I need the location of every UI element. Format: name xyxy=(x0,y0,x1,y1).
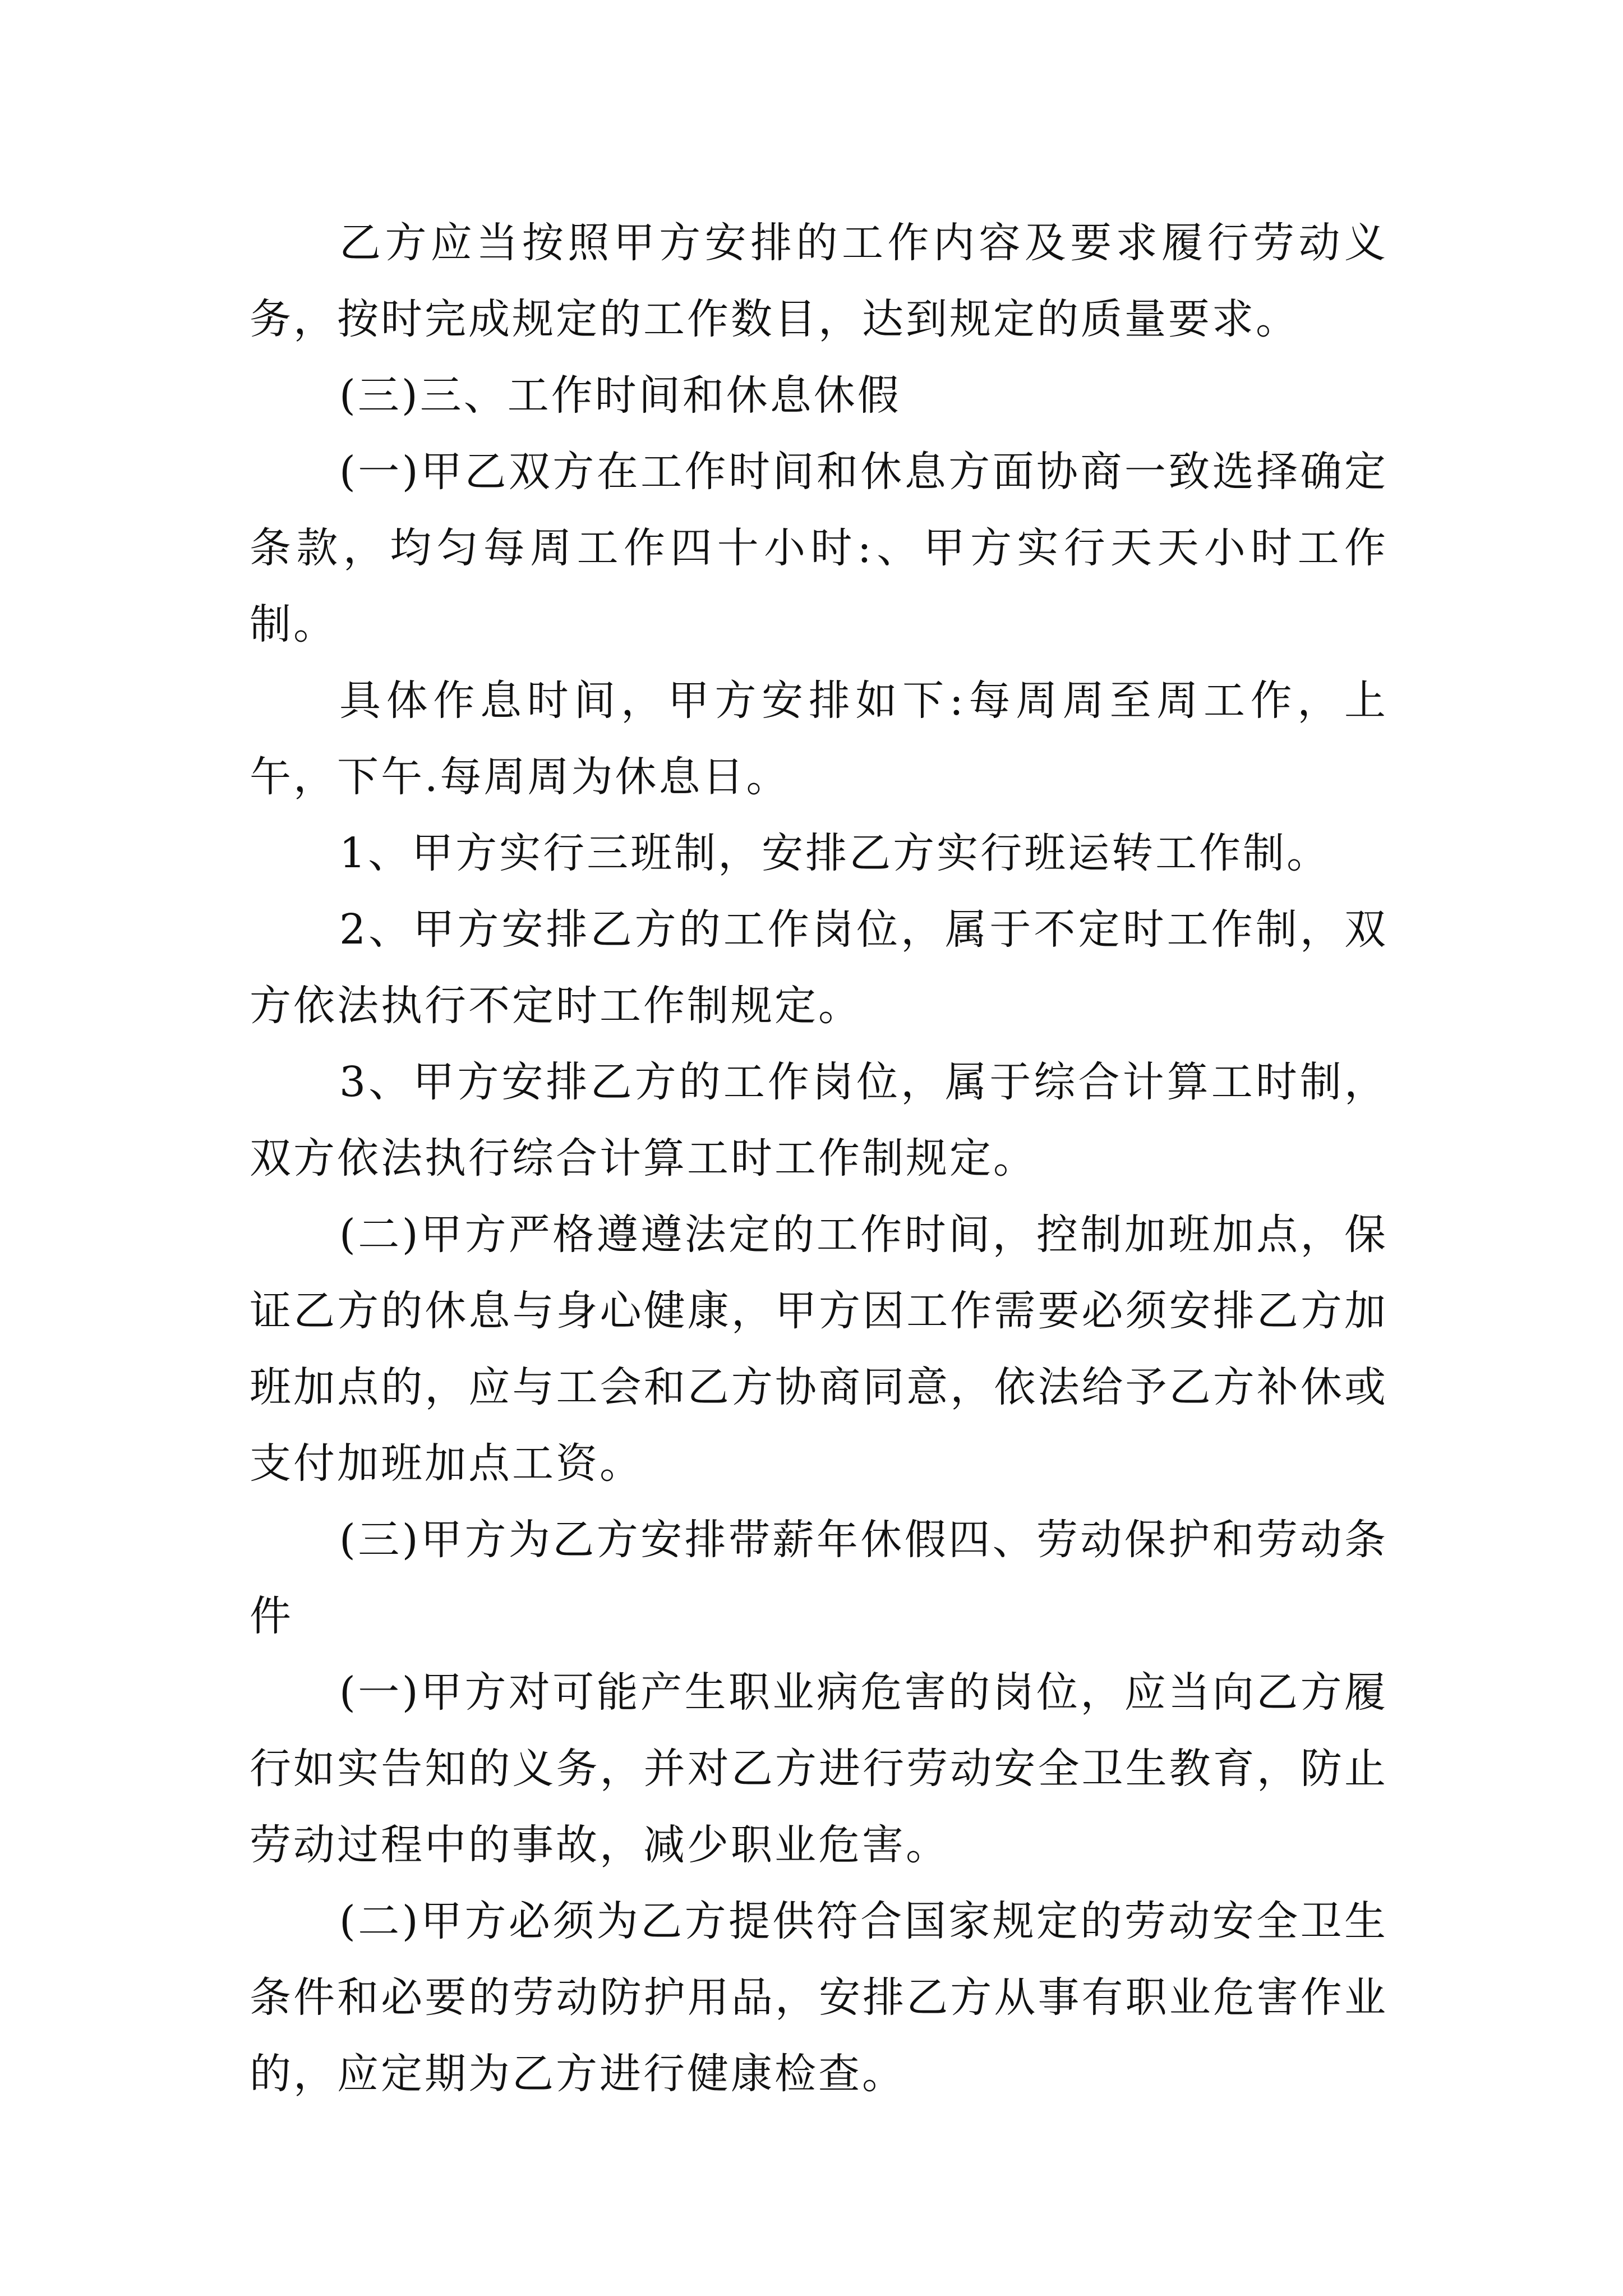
document-body xyxy=(250,205,1388,2112)
section-heading: (三)三、工作时间和休息休假 xyxy=(339,371,901,420)
paragraph: 乙方应当按照甲方安排的工作内容及要求履行劳动义务，按时完成规定的工作数目，达到规定的质量要求。 xyxy=(250,219,1388,343)
list-item: 3、甲方安排乙方的工作岗位，属于综合计算工时制，双方依法执行综合计算工时工作制规定。 xyxy=(250,1058,1388,1182)
list-item: 1、甲方实行三班制，安排乙方实行班运转工作制。 xyxy=(339,829,1331,877)
paragraph: (一)甲方对可能产生职业病危害的岗位，应当向乙方履行如实告知的义务，并对乙方进行劳动安全卫生教育，防止劳动过程中的事故，减少职业危害。 xyxy=(250,1668,1388,1869)
list-item: 2、甲方安排乙方的工作岗位，属于不定时工作制，双方依法执行不定时工作制规定。 xyxy=(250,905,1388,1030)
paragraph: (一)甲乙双方在工作时间和休息方面协商一致选择确定条款，均匀每周工作四十小时:、甲方实行天天小时工作制。 xyxy=(250,448,1388,648)
paragraph: (三)甲方为乙方安排带薪年休假四、劳动保护和劳动条件 xyxy=(250,1516,1388,1640)
paragraph: 具体作息时间，甲方安排如下:每周周至周工作，上午，下午.每周周为休息日。 xyxy=(250,677,1388,801)
paragraph: (二)甲方严格遵遵法定的工作时间，控制加班加点，保证乙方的休息与身心健康，甲方因工作需要必须安排乙方加班加点的，应与工会和乙方协商同意，依法给予乙方补休或支付加班加点工资。 xyxy=(250,1211,1388,1488)
paragraph: (二)甲方必须为乙方提供符合国家规定的劳动安全卫生条件和必要的劳动防护用品，安排乙方从事有职业危害作业的，应定期为乙方进行健康检查。 xyxy=(250,1897,1388,2098)
